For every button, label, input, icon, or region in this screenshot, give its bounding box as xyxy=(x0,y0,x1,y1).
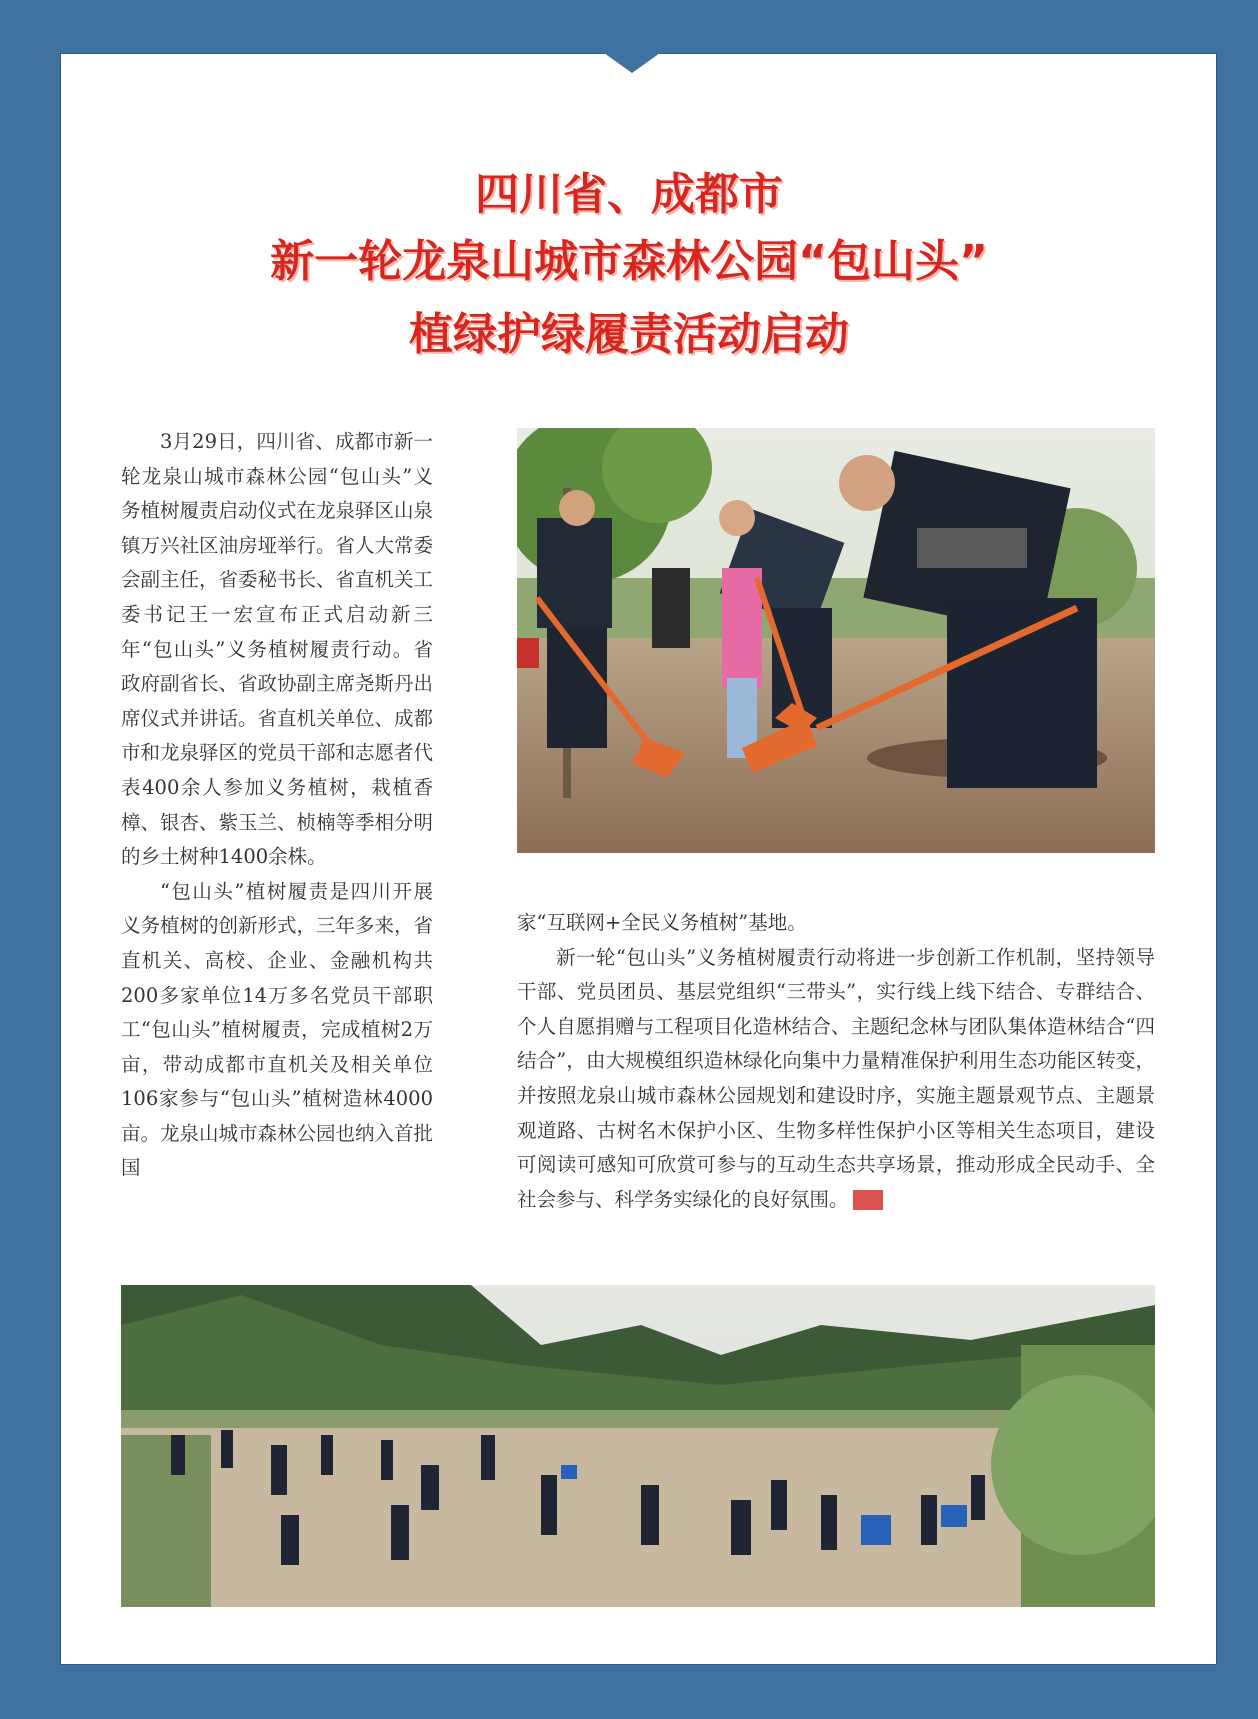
paragraph-2: “包山头”植树履责是四川开展义务植树的创新形式，三年多来，省直机关、高校、企业、金融机构共200多家单位14万多名党员干部职工“包山头”植树履责，完成植树2万亩，带动成都市直机关及相关单位106家参与“包山头”植树造林4000亩。龙泉山城市森林公园也纳入首批国 xyxy=(121,879,434,1180)
headline-line-3: 植绿护绿履责活动启动 xyxy=(409,309,849,360)
tree-planting-officials-photo xyxy=(517,428,1155,853)
volunteers-planting-field-photo xyxy=(121,1285,1155,1607)
paragraph-2-continued: 家“互联网+全民义务植树”基地。 xyxy=(517,911,807,934)
headline-line-1: 四川省、成都市 xyxy=(475,169,783,220)
end-stamp-icon xyxy=(853,1190,883,1210)
paragraph-3 xyxy=(517,941,1155,1218)
paragraph-3-text: 新一轮“包山头”义务植树履责行动将进一步创新工作机制，坚持领导干部、党员团员、基层党组织“三带头”，实行线上线下结合、专群结合、个人自愿捐赠与工程项目化造林结合、主题纪念林与团队集体造林结合“四结合”，由大规模组织造林绿化向集中力量精准保护利用生态功能区转变，并按照龙泉山城市森林公园规划和建设时序，实施主题景观节点、主题景观道路、古树名木保护小区、生物多样性保护小区等相关生态项目，建设可阅读可感知可欣赏可参与的互动生态共享场景，推动形成全民动手、全社会参与、科学务实绿化的良好氛围。 xyxy=(517,945,1155,1211)
article-left-column xyxy=(121,425,433,1186)
article-right-column xyxy=(517,906,1155,1217)
top-notch-decoration xyxy=(604,53,660,73)
headline-line-2: 新一轮龙泉山城市森林公园“包山头” xyxy=(270,236,988,287)
paragraph-1: 3月29日，四川省、成都市新一轮龙泉山城市森林公园“包山头”义务植树履责启动仪式在龙泉驿区山泉镇万兴社区油房垭举行。省人大常委会副主任，省委秘书长、省直机关工委书记王一宏宣布正式启动新三年“包山头”义务植树履责行动。省政府副省长、省政协副主席尧斯丹出席仪式并讲话。省直机关单位、成都市和龙泉驿区的党员干部和志愿者代表400余人参加义务植树，栽植香樟、银杏、紫玉兰、桢楠等季相分明的乡土树种1400余株。 xyxy=(121,430,434,869)
